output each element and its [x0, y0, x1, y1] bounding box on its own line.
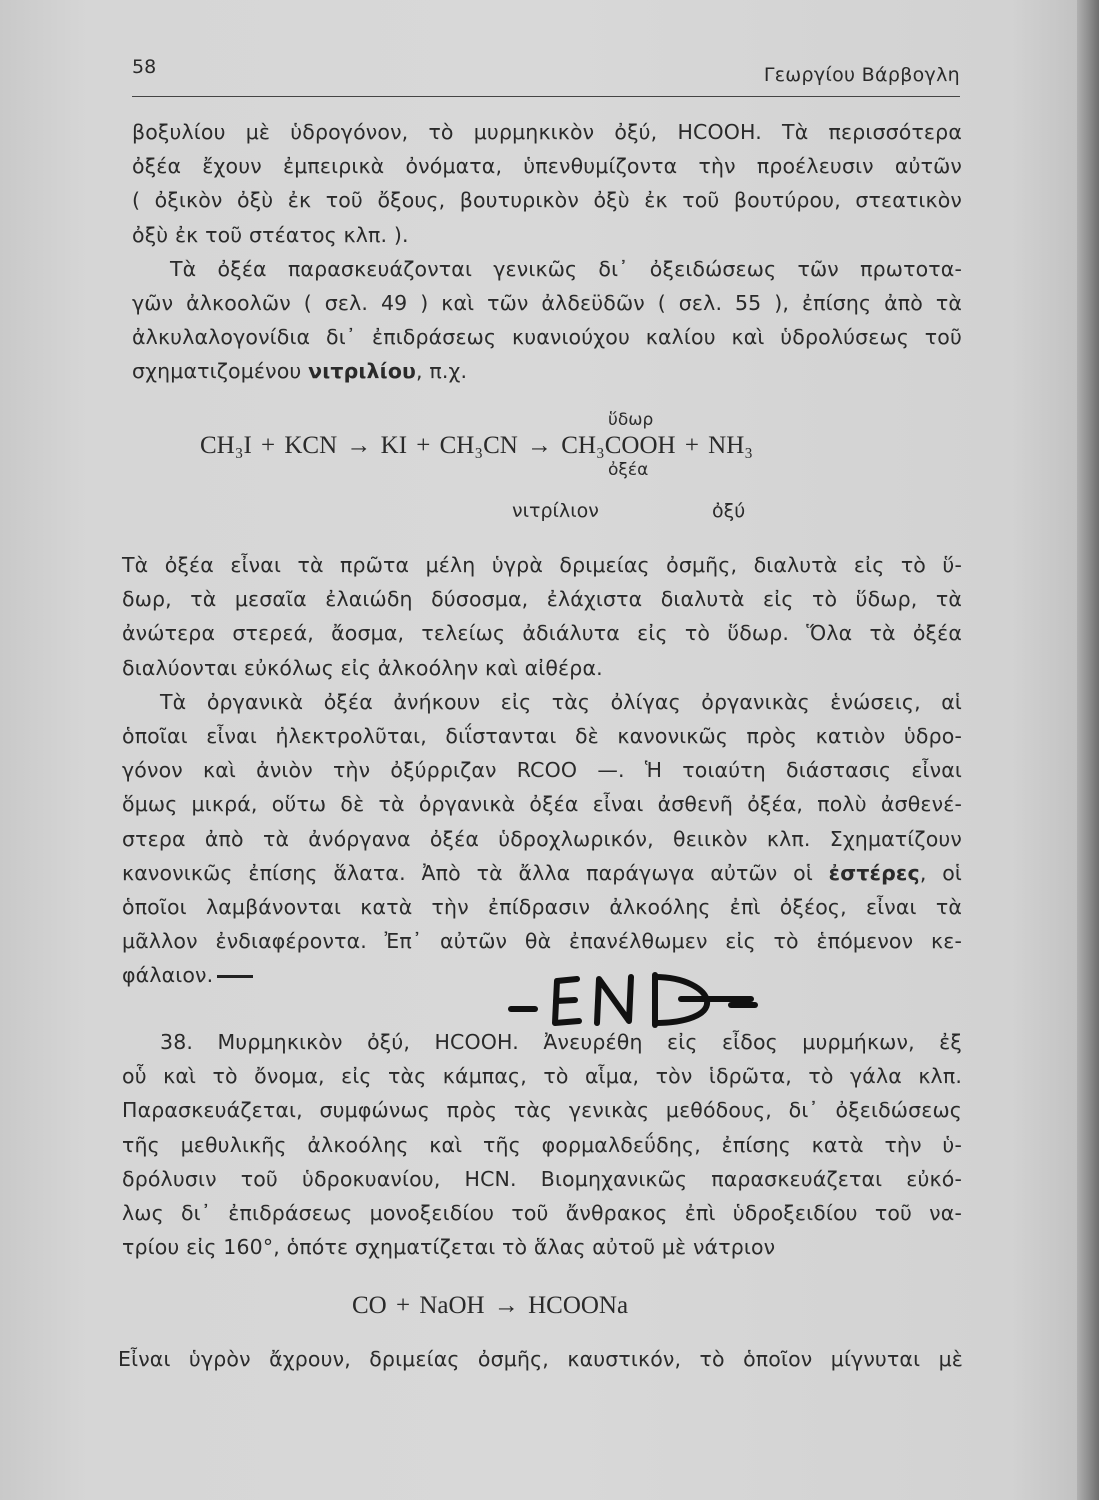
equation-label-acid: ὀξύ [712, 500, 746, 522]
text-line-with-bold [122, 856, 962, 890]
text-line: Τὰ ὀξέα εἶναι τὰ πρῶτα μέλη ὑγρὰ δριμείας ὀσμῆς, διαλυτὰ εἰς τὸ ὕ- [122, 553, 962, 577]
text-line: ὀξέα ἔχουν ἐμπειρικὰ ὀνόματα, ὑπενθυμίζοντα τὴν προέλευσιν αὐτῶν [132, 154, 962, 179]
text-span: , οἱ [919, 860, 962, 885]
text-line: Τὰ ὀργανικὰ ὀξέα ἀνήκουν εἰς τὰς ὀλίγας ὀργανικὰς ἑνώσεις, αἱ [160, 689, 962, 714]
text-line: γῶν ἀλκοολῶν ( σελ. 49 ) καὶ τῶν ἀλδεϋδῶν ( σελ. 55 ), ἐπίσης ἀπὸ τὰ [132, 290, 962, 315]
text-line: λως δι᾽ ἐπιδράσεως μονοξειδίου τοῦ ἄνθρακος ἐπὶ ὑδροξειδίου τοῦ να- [122, 1200, 962, 1225]
bold-term-esters: ἐστέρες [828, 860, 920, 885]
text-line-last: Εἶναι ὑγρὸν ἄχρουν, δριμείας ὀσμῆς, καυστικόν, τὸ ὁποῖον μίγνυται μὲ [118, 1347, 963, 1371]
text-line: τρίου εἰς 160°, ὁπότε σχηματίζεται τὸ ἅλας αὐτοῦ μὲ νάτριον [122, 1235, 776, 1260]
text-line: γόνον καὶ ἀνιὸν τὴν ὀξύρριζαν RCOO —. Ἡ τοιαύτη διάστασις εἶναι [122, 758, 962, 783]
text-line: διαλύονται εὐκόλως εἰς ἀλκοόλην καὶ αἰθέρα. [122, 655, 603, 680]
equation-label-nitrile: νιτρίλιον [512, 500, 599, 522]
text-line: τῆς μεθυλικῆς ἀλκοόλης καὶ τῆς φορμαλδεΰδης, ἐπίσης κατὰ τὴν ὑ- [122, 1132, 962, 1157]
text-span: φάλαιον. [122, 963, 214, 988]
text-line: Παρασκευάζεται, συμφώνως πρὸς τὰς γενικὰς μεθόδους, δι᾽ ὀξειδώσεως [122, 1098, 962, 1123]
text-span: κανονικῶς ἐπίσης ἅλατα. Ἀπὸ τὰ ἄλλα παράγωγα αὐτῶν οἱ [122, 860, 829, 885]
running-head: Γεωργίου Βάρβογλη [763, 64, 960, 86]
paragraph-block-2 [122, 548, 962, 992]
section-38 [122, 1025, 962, 1264]
text-line: ὁποῖαι εἶναι ἠλεκτρολῦται, διΐστανται δὲ κανονικῶς πρὸς κατιὸν ὑδρο- [122, 723, 962, 748]
text-line: ὀξὺ ἐκ τοῦ στέατος κλπ. ). [132, 222, 409, 247]
arrow-condition-under: ὀξέα [608, 460, 649, 480]
text-span: σχηματιζομένου [132, 359, 309, 384]
text-line: δωρ, τὰ μεσαῖα ἐλαιώδη δύσοσμα, ἐλάχιστα διαλυτὰ εἰς τὸ ὕδωρ, τὰ [122, 587, 962, 612]
page-header [132, 50, 960, 97]
equation-formate: CO + NaOH → HCOONa [352, 1292, 629, 1319]
page-number: 58 [132, 56, 157, 78]
equation-text: CH₃I + KCN → KI + CH₃CN → CH₃COOH + NH₃ [200, 432, 754, 459]
text-span: , π.χ. [416, 359, 468, 384]
text-line: στερα ἀπὸ τὰ ἀνόργανα ὀξέα ὑδροχλωρικόν, θειικὸν κλπ. Σχηματίζουν [122, 826, 962, 851]
bold-term-nitrile: νιτριλίου [308, 359, 417, 384]
text-line: ὅμως μικρά, οὕτω δὲ τὰ ὀργανικὰ ὀξέα εἶναι ἀσθενῆ ὀξέα, πολὺ ἀσθενέ- [122, 792, 962, 817]
text-line: ὁποῖοι λαμβάνονται κατὰ τὴν ἐπίδρασιν ἀλκοόλης ἐπὶ ὀξέος, εἶναι τὰ [122, 894, 962, 919]
text-line: Τὰ ὀξέα παρασκευάζονται γενικῶς δι᾽ ὀξειδώσεως τῶν πρωτοτα- [170, 256, 962, 281]
section-heading: 38. Μυρμηκικὸν ὀξύ, HCOOH. [160, 1030, 519, 1054]
paragraph-block-1 [132, 115, 962, 389]
section-first-line [122, 1025, 962, 1059]
equation-nitrile [200, 410, 920, 530]
text-line: ( ὀξικὸν ὀξὺ ἐκ τοῦ ὄξους, βουτυρικὸν ὀξὺ ἐκ τοῦ βουτύρου, στεατικὸν [132, 188, 962, 213]
text-line: δρόλυσιν τοῦ ὑδροκυανίου, HCN. Βιομηχανικῶς παρασκευάζεται εὐκό- [122, 1166, 962, 1191]
text-line: ἀνώτερα στερεά, ἄοσμα, τελείως ἀδιάλυτα εἰς τὸ ὕδωρ. Ὅλα τὰ ὀξέα [122, 621, 962, 646]
text-line: μᾶλλον ἐνδιαφέροντα. Ἐπ᾽ αὐτῶν θὰ ἐπανέλθωμεν εἰς τὸ ἑπόμενον κε- [122, 929, 962, 954]
text-line-with-bold [132, 354, 962, 388]
text-line: βοξυλίου μὲ ὑδρογόνον, τὸ μυρμηκικὸν ὀξύ, HCOOH. Τὰ περισσότερα [132, 120, 962, 144]
text-span: Ἀνευρέθη εἰς εἶδος μυρμήκων, ἐξ [543, 1030, 962, 1054]
page-edge-shadow [1077, 0, 1099, 1500]
text-line: οὗ καὶ τὸ ὄνομα, εἰς τὰς κάμπας, τὸ αἷμα, τὸν ἱδρῶτα, τὸ γάλα κλπ. [122, 1064, 962, 1089]
text-line: ἀλκυλαλογονίδια δι᾽ ἐπιδράσεως κυανιούχου καλίου καὶ ὑδρολύσεως τοῦ [132, 325, 962, 350]
handwritten-dash [217, 975, 253, 978]
arrow-condition-over: ὕδωρ [608, 410, 654, 430]
